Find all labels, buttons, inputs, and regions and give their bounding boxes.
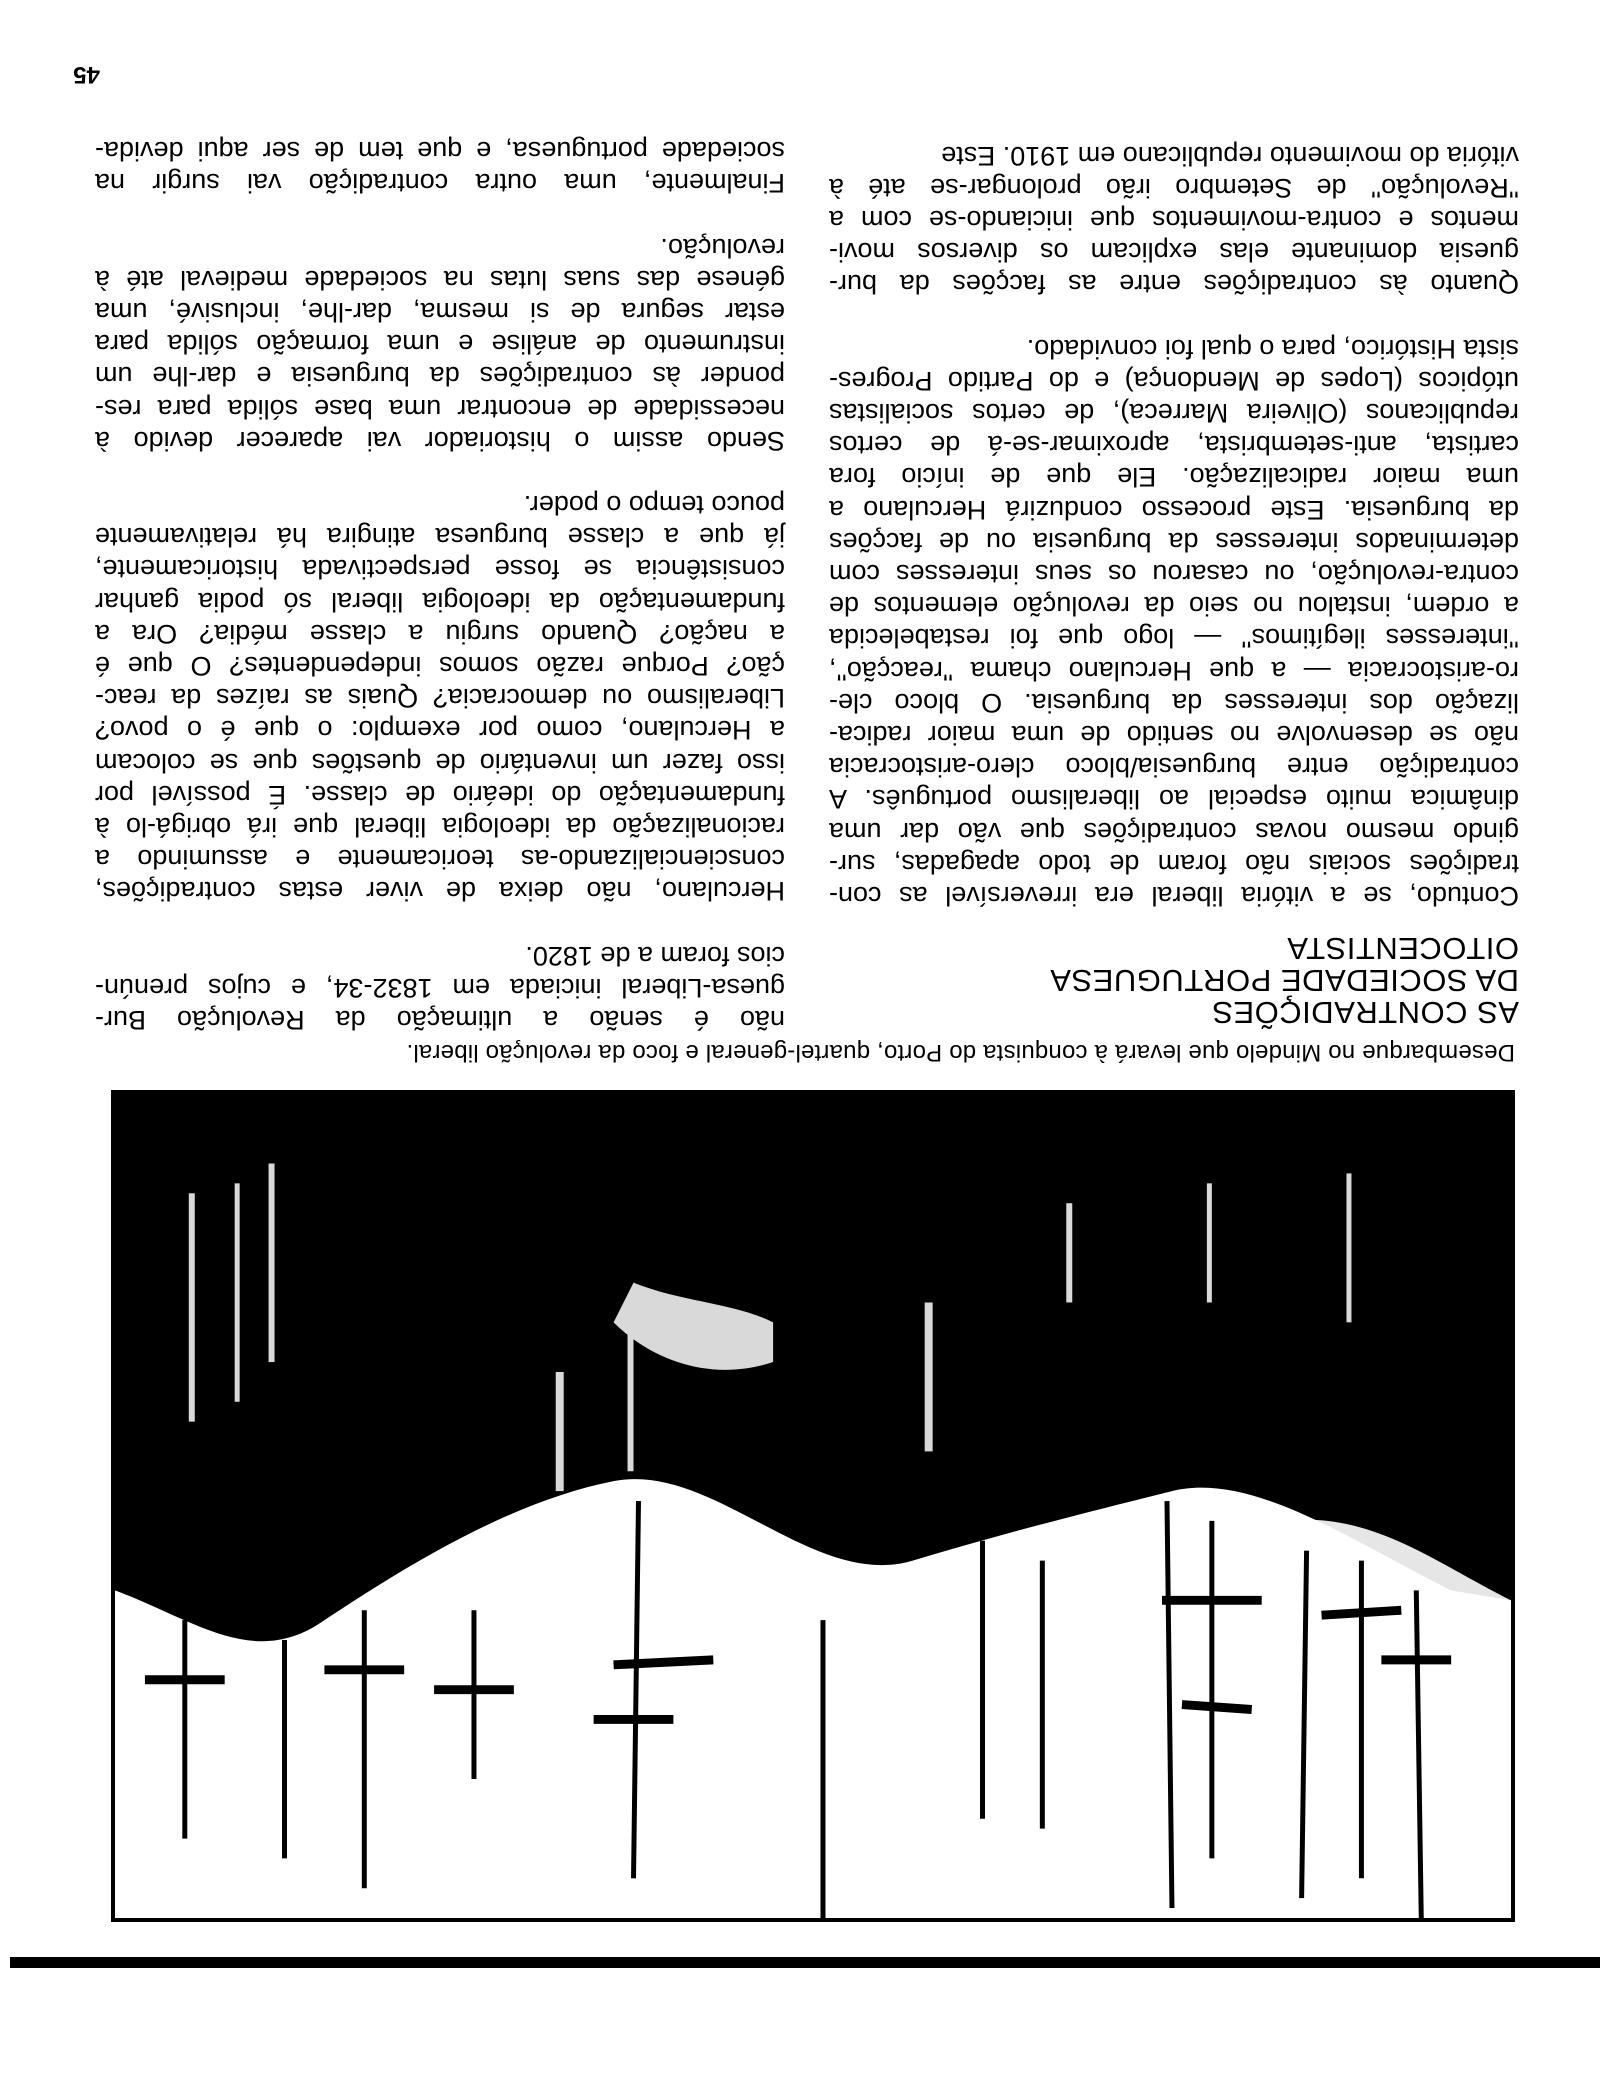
text-line: republicanos (Oliveira Marreca), de certos socialistas [829, 397, 1519, 428]
paragraph [829, 332, 1519, 912]
text-line: ''Revolução'' de Setembro irão prolongar-se até à [829, 172, 1519, 203]
text-line: mentos e contra-movimentos que iniciando-se com a [829, 204, 1519, 235]
text-line: instrumento de análise e uma formação sólida para [95, 329, 785, 360]
text-line: fundamentação do ideário de classe. É possível por [95, 779, 785, 810]
text-line: ponder às contradições da burguesia e dar-lhe um [95, 361, 785, 392]
text-line: estar segura de si mesma, dar-lhe, inclusivé, uma [95, 296, 785, 327]
text-line: a ordem, instalou no seio da revolução elementos de [829, 591, 1519, 622]
text-line: Finalmente, uma outra contradição vai surgir na [95, 168, 785, 199]
text-line: gindo mesmo novas contradições que vão dar uma [829, 816, 1519, 847]
heading-line: AS CONTRADIÇÕES [1211, 995, 1519, 1030]
section-heading [829, 932, 1519, 1028]
text-line: já que a classe burguesa atingira há relativamente [95, 522, 785, 553]
figure-engraving [111, 1090, 1515, 1922]
text-line: utópicos (Lopes de Mendonça) e do Partido Progres- [829, 365, 1519, 396]
text-line: génese das suas lutas na sociedade medieval até à [95, 264, 785, 295]
text-line: determinados interesses da burguesia ou de facções [829, 526, 1519, 557]
text-line: tradições sociais não foram de todo apagadas, sur- [829, 848, 1519, 879]
heading-line: DA SOCIEDADE PORTUGUESA OITOCENTISTA [1051, 931, 1519, 998]
right-column [95, 103, 785, 1036]
text-line: Contudo, se a vitória liberal era irreversível as con- [829, 881, 1519, 911]
paragraph [829, 139, 1519, 300]
text-line: consciencializando-as teoricamente e assumindo a [95, 844, 785, 875]
text-line: sociedade portuguesa, e que tem de ser aqui devida- [95, 136, 785, 167]
paragraph [95, 489, 785, 908]
page-number: 45 [73, 61, 100, 88]
text-line: a nação? Quando surgiu a classe média? Ora a [95, 618, 785, 649]
top-rule [10, 1957, 1600, 1968]
text-line: isso fazer um inventário de questões que se colocam [95, 747, 785, 778]
text-line: não é senão a ultimação da Revolução Bur- [95, 1005, 785, 1035]
text-line: sista Histórico, para o qual foi convidado. [1026, 333, 1519, 364]
text-line: ção? Porque razão somos independentes? O que é [95, 650, 785, 681]
text-line: não se desenvolve no sentido de uma maior radica- [829, 719, 1519, 750]
text-line: guesa-Liberal iniciada em 1832-34, e cujos prenún- [95, 972, 785, 1003]
text-line: guesia dominante elas explicam os diversos movi- [829, 237, 1519, 268]
paragraph [95, 135, 785, 199]
text-line: fundamentação da ideologia liberal só podia ganhar [95, 586, 785, 617]
figure-caption: Desembarque no Mindelo que levará à conquista do Porto, quartel-general e foco da revolução liberal. [406, 1039, 1515, 1066]
text-line: racionalização da ideologia liberal que irá obrigá-lo à [95, 811, 785, 842]
text-line: ro-aristocracia — a que Herculano chama ''reacção'', [829, 655, 1519, 686]
text-line: pouco tempo o poder. [523, 489, 785, 520]
text-line: cartista, anti-setembrista, aproximar-se-á de certos [829, 430, 1519, 461]
text-line: uma maior radicalização. Ele que de início fora [829, 462, 1519, 493]
text-line: Herculano, não deixa de viver estas contradições, [95, 876, 785, 907]
text-line: necessidade de encontrar uma base sólida para res- [95, 393, 785, 424]
text-line: dinâmica muito especial ao liberalismo português. A [829, 784, 1519, 815]
text-line: a Herculano, como por exemplo: o que é o povo? [95, 715, 785, 746]
text-line: revolução. [660, 232, 785, 263]
text-line: Quanto às contradições entre as facções da bur- [829, 269, 1519, 300]
paragraph [95, 939, 785, 1036]
text-line: Liberalismo ou democracia? Quais as raízes da reac- [95, 683, 785, 714]
text-line: da burguesia. Este processo conduzirá Herculano a [829, 494, 1519, 525]
text-line: consistência se fosse perspectivada historicamente, [95, 554, 785, 585]
text-line: vitória do movimento republicano em 1910. Este [941, 140, 1519, 171]
text-line: ''interesses ilegítimos'' — logo que foi restabelecida [829, 623, 1519, 654]
text-line: contra-revolução, ou casarou os seus interesses com [829, 558, 1519, 589]
text-line: contradição entre burguesia/bloco clero-aristocracia [829, 752, 1519, 783]
text-line: Sendo assim o historiador vai aparecer devido à [95, 425, 785, 456]
engraving-image [115, 1094, 1511, 1918]
left-column [829, 107, 1519, 1028]
text-line: lização dos interesses da burguesia. O bloco cle- [829, 687, 1519, 718]
paragraph [95, 231, 785, 456]
text-line: cios foram a de 1820. [525, 940, 785, 971]
